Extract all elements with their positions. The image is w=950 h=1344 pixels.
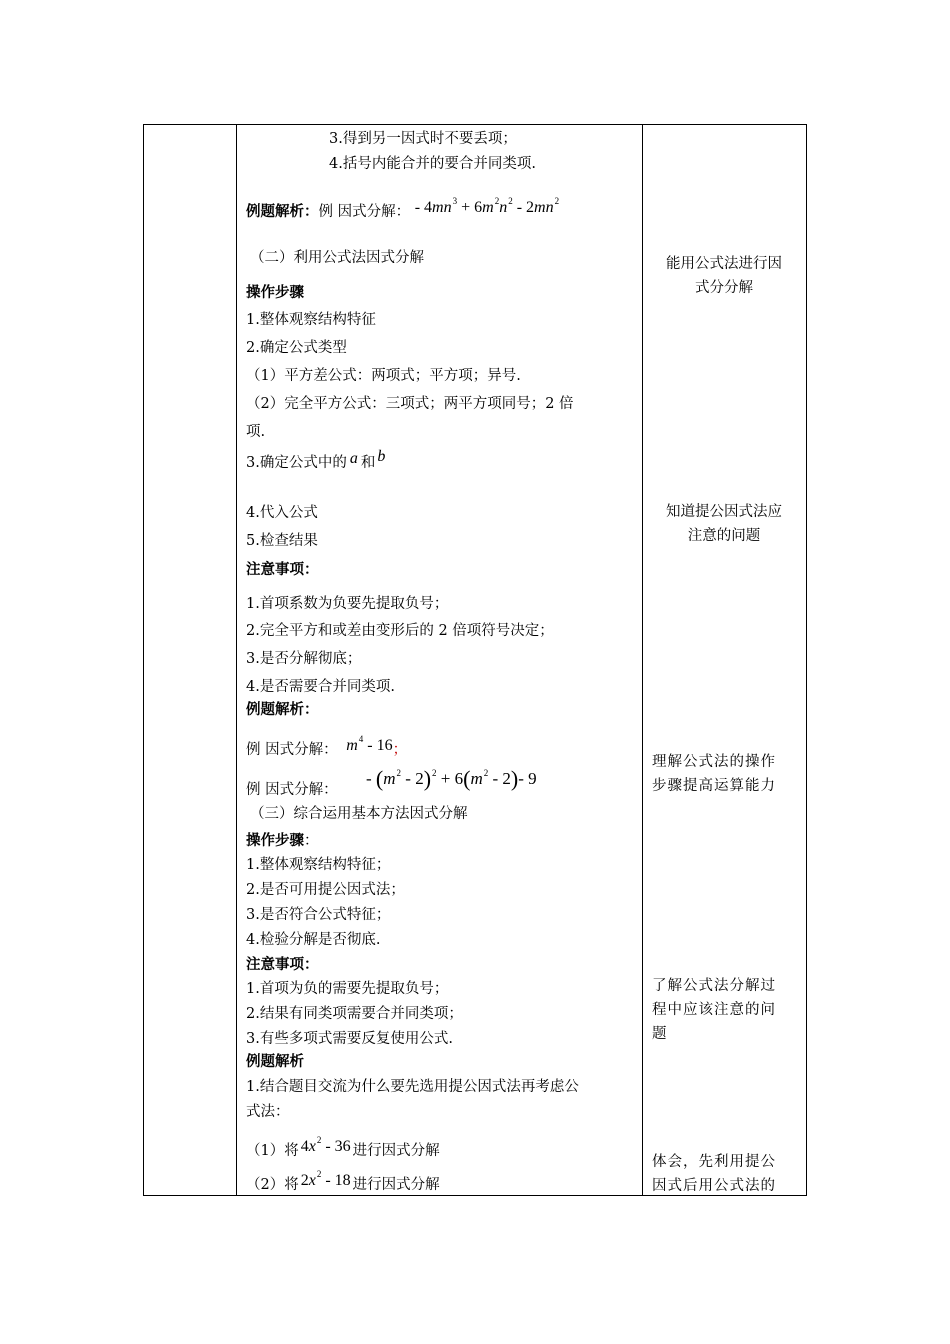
goal-line: 题 [652,1026,668,1042]
example-mark: ； [392,742,408,758]
section2-title: （二）利用公式法因式分解 [250,250,424,266]
step-item: 3.是否符合公式特征； [246,907,391,923]
goal-line: 因式后用公式法的 [652,1178,776,1194]
section3-steps-heading-line [246,832,319,850]
question-suffix: 进行因式分解 [352,1143,440,1159]
goal-line: 式分分解 [695,280,753,296]
note-item: 4.是否需要合并同类项. [246,679,395,695]
section3-notes-heading: 注意事项： [246,956,319,973]
note-item: 2.结果有同类项需要合并同类项； [246,1006,463,1022]
goal-block [654,252,794,300]
step-item: 项. [246,424,266,440]
section2-notes-heading: 注意事项： [246,561,319,578]
note-item: 2.完全平方和或差由变形后的 2 倍项符号决定； [246,623,554,639]
example1-line [246,196,559,221]
goal-line: 了解公式法分解过 [652,978,776,994]
step-item: 4.检验分解是否彻底. [246,932,381,948]
step-item: （2）完全平方公式：三项式；两平方项同号；2 倍 [246,396,574,412]
column-divider-2 [642,125,643,1195]
goal-block [652,750,792,798]
step-item: 5.检查结果 [246,533,318,549]
example1-expression: - $4mn^3 + 6m^2n^2 - 2mn^2$ [414,196,560,216]
variable-a: a [349,450,358,467]
question-line [246,1169,440,1194]
step-item: 2.是否可用提公因式法； [246,882,405,898]
step-text: 3.确定公式中的 [246,455,347,471]
step-item [246,448,386,472]
goal-line: 理解公式法的操作 [652,754,776,770]
section2-examples-heading: 例题解析： [246,701,319,718]
question-expression: $2x^2 - 18$ [300,1169,351,1189]
example-expression: $m^4 - 16$ [346,734,393,754]
step-item: 1.整体观察结构特征 [246,312,376,328]
example-label: 例题解析： [246,203,319,220]
note-item: 1.首项为负的需要先提取负号； [246,981,449,997]
example-prefix: 例 因式分解： [318,204,411,220]
goal-line: 知道提公因式法应 [666,504,782,520]
note-line: 4.括号内能合并的要合并同类项. [329,156,536,172]
goal-line: 注意的问题 [687,528,761,544]
goal-line: 能用公式法进行因 [666,256,782,272]
step-item: 1.整体观察结构特征； [246,857,391,873]
step-item: 2.确定公式类型 [246,340,347,356]
section3-examples-heading: 例题解析 [246,1053,304,1070]
discussion-line: 1.结合题目交流为什么要先选用提公因式法再考虑公 [246,1079,579,1095]
question-prefix: （1）将 [246,1143,299,1159]
goal-block [652,1150,792,1198]
note-item: 3.有些多项式需要反复使用公式. [246,1031,453,1047]
column-divider-1 [236,125,237,1195]
example-line [246,734,407,759]
goal-line: 步骤提高运算能力 [652,778,776,794]
goal-line: 体会，先利用提公 [652,1154,776,1170]
variable-b: b [377,448,386,465]
example-prefix: 例 因式分解： [246,742,338,758]
example-expression: - $(m^2 - 2)^2 + 6(m^2 - 2)-$ 9 [366,766,537,791]
question-expression: $4x^2 - 36$ [300,1135,351,1155]
section3-title: （三）综合运用基本方法因式分解 [250,806,468,822]
step-text-and: 和 [360,455,376,471]
goal-block [654,500,794,548]
question-suffix: 进行因式分解 [352,1177,440,1193]
step-item: （1）平方差公式：两项式；平方项；异号. [246,368,521,384]
section2-steps-heading: 操作步骤 [246,284,304,301]
goal-block [652,974,792,1046]
goal-line: 程中应该注意的问 [652,1002,776,1018]
question-line [246,1135,440,1160]
example-line: 例 因式分解： [246,782,338,798]
section3-steps-heading: 操作步骤 [246,832,304,849]
discussion-line: 式法： [246,1104,290,1120]
step-item: 4.代入公式 [246,505,318,521]
note-item: 1.首项系数为负要先提取负号； [246,596,449,612]
note-line: 3.得到另一因式时不要丢项； [329,131,517,147]
note-item: 3.是否分解彻底； [246,651,362,667]
question-prefix: （2）将 [246,1177,299,1193]
heading-colon: ： [304,833,319,849]
